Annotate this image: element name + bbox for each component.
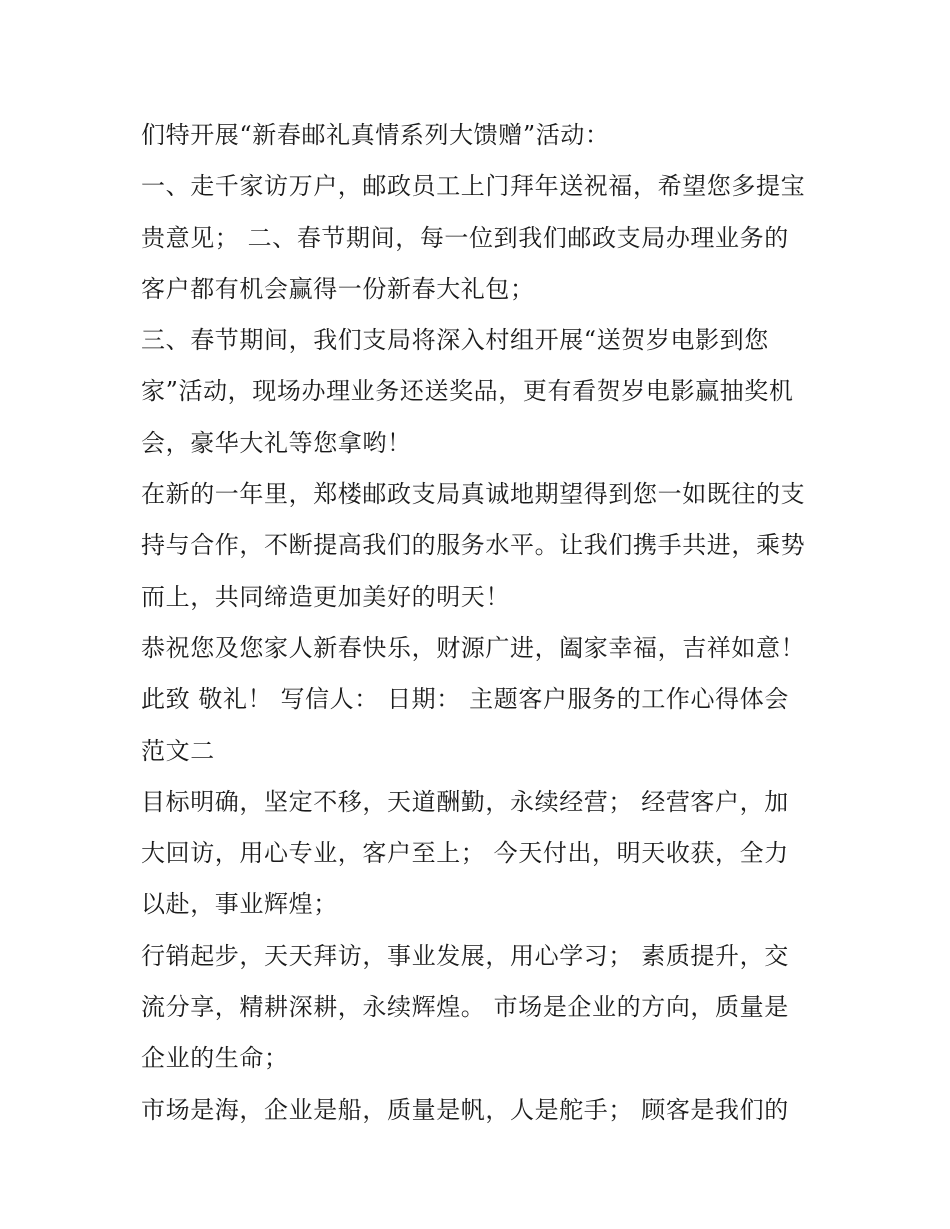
text-line: 企业的生命； bbox=[141, 1044, 289, 1073]
text-line: 在新的一年里，郑楼邮政支局真诚地期望得到您一如既往的支 bbox=[141, 480, 806, 509]
text-line: 客户都有机会赢得一份新春大礼包； bbox=[141, 274, 535, 303]
text-line: 此致 敬礼！ 写信人： 日期： 主题客户服务的工作心得体会 bbox=[141, 685, 789, 714]
text-line: 以赴，事业辉煌； bbox=[141, 890, 338, 919]
text-line: 三、春节期间，我们支局将深入村组开展“送贺岁电影到您 bbox=[141, 326, 769, 355]
text-line: 恭祝您及您家人新春快乐，财源广进，阖家幸福，吉祥如意！ bbox=[141, 633, 806, 662]
text-line: 们特开展“新春邮礼真情系列大馈赠”活动： bbox=[141, 121, 610, 149]
text-line: 一、走千家访万户，邮政员工上门拜年送祝福，希望您多提宝 bbox=[141, 172, 806, 201]
text-line: 贵意见； 二、春节期间，每一位到我们邮政支局办理业务的 bbox=[141, 223, 789, 252]
text-line: 市场是海，企业是船，质量是帆，人是舵手； 顾客是我们的 bbox=[141, 1095, 789, 1124]
text-line: 行销起步，天天拜访，事业发展，用心学习； 素质提升，交 bbox=[141, 941, 789, 970]
document-body bbox=[141, 110, 821, 1136]
text-line: 持与合作，不断提高我们的服务水平。让我们携手共进，乘势 bbox=[141, 531, 806, 560]
text-line: 流分享，精耕深耕，永续辉煌。 市场是企业的方向，质量是 bbox=[141, 993, 789, 1022]
text-line: 家”活动，现场办理业务还送奖品，更有看贺岁电影赢抽奖机 bbox=[141, 377, 794, 406]
text-line: 目标明确，坚定不移，天道酬勤，永续经营； 经营客户，加 bbox=[141, 787, 789, 816]
text-line: 范文二 bbox=[141, 736, 215, 765]
text-line: 而上，共同缔造更加美好的明天！ bbox=[141, 582, 510, 611]
text-line: 会，豪华大礼等您拿哟！ bbox=[141, 428, 412, 457]
text-line: 大回访，用心专业，客户至上； 今天付出，明天收获，全力 bbox=[141, 839, 789, 868]
